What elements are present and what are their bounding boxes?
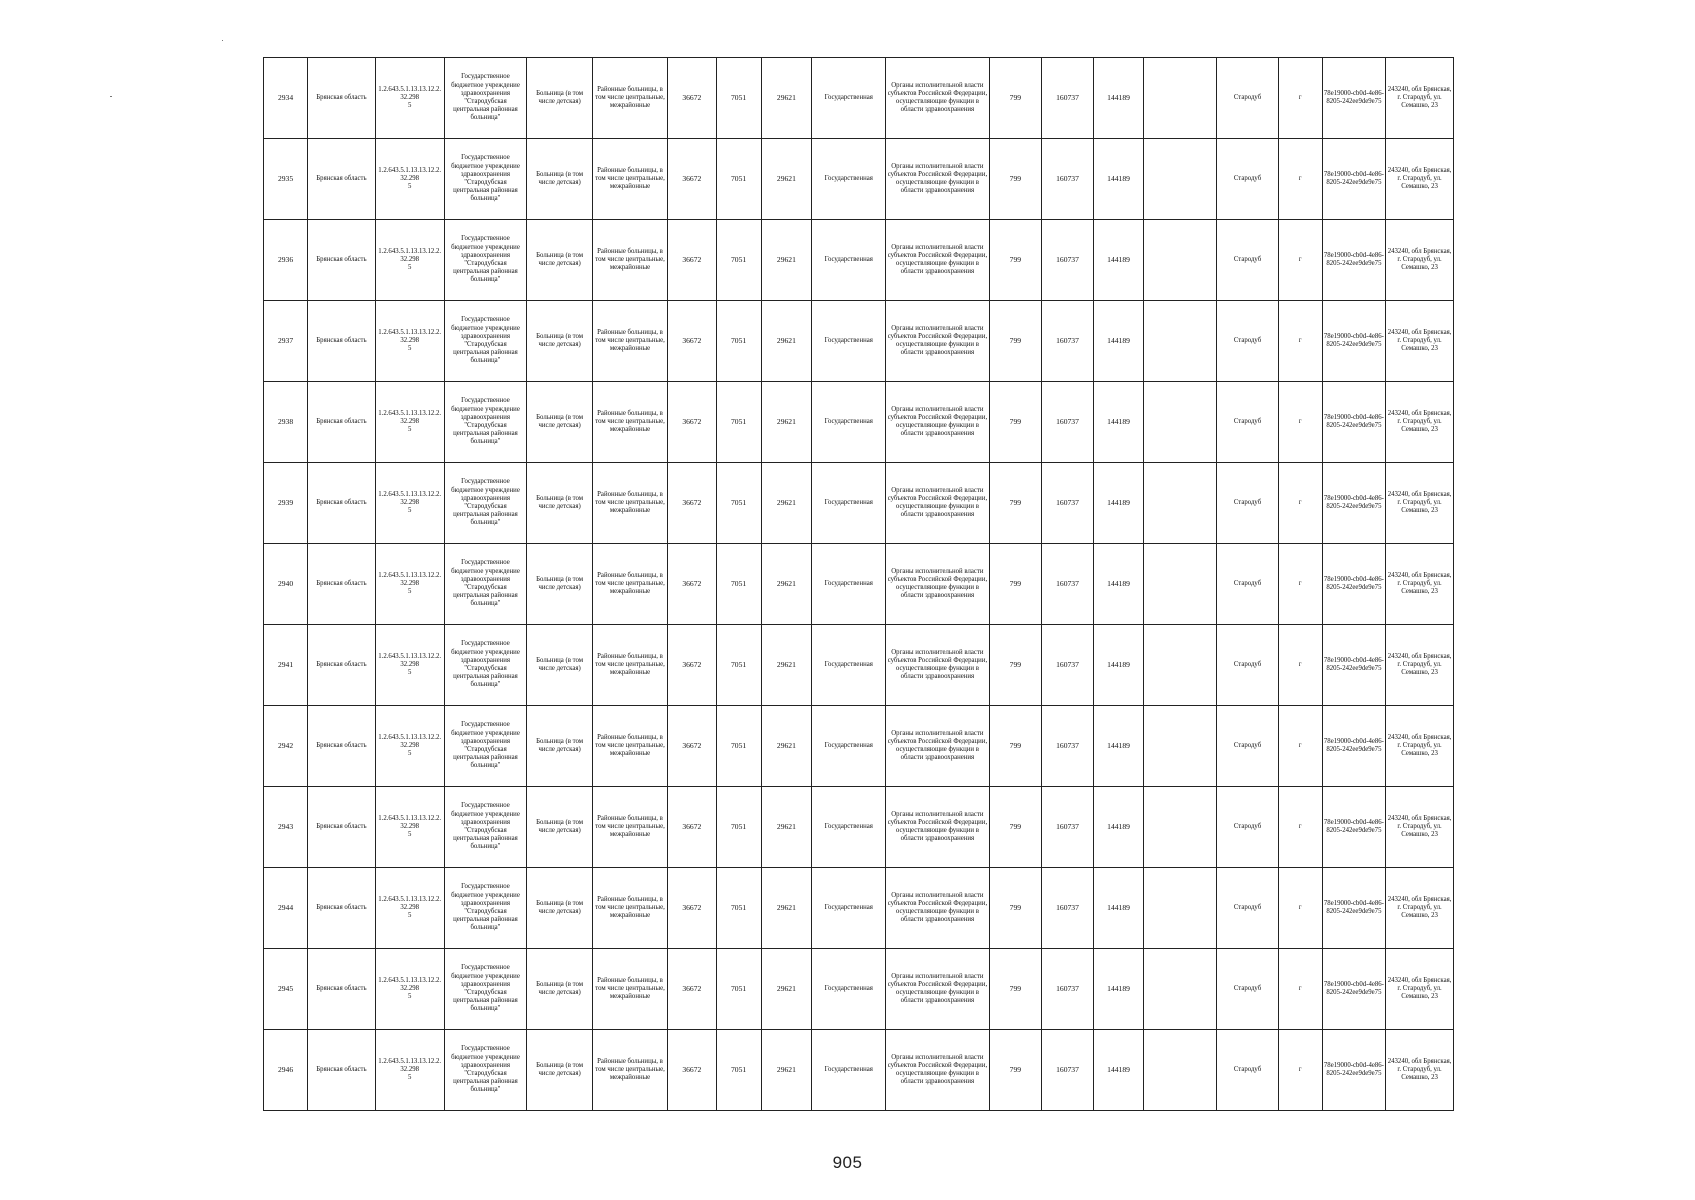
cell-value-1: 36672 (668, 463, 716, 544)
scan-speck (222, 40, 223, 41)
cell-value-4: 799 (989, 868, 1042, 949)
table-row (264, 382, 1454, 463)
cell-value-4: 799 (989, 58, 1042, 139)
cell-org-name: Государственное бюджетное учреждение здравоохранения "Стародубская центральная районная больница" (444, 625, 527, 706)
cell-value-3: 29621 (761, 787, 812, 868)
cell-authority: Органы исполнительной власти субъектов Российской Федерации, осуществляющие функции в области здравоохранения (886, 220, 989, 301)
cell-settlement-type: г (1278, 787, 1322, 868)
cell-ownership: Государственная (812, 625, 886, 706)
table-row (264, 868, 1454, 949)
cell-empty (1144, 544, 1217, 625)
cell-value-5: 160737 (1042, 706, 1094, 787)
cell-org-type: Больница (в том числе детская) (527, 949, 593, 1030)
cell-value-6: 144189 (1093, 787, 1144, 868)
table-row (264, 1030, 1454, 1111)
cell-org-name: Государственное бюджетное учреждение здравоохранения "Стародубская центральная районная больница" (444, 463, 527, 544)
cell-org-code: 1.2.643.5.1.13.13.12.2.32.298 5 (375, 625, 444, 706)
cell-org-code: 1.2.643.5.1.13.13.12.2.32.298 5 (375, 787, 444, 868)
cell-org-name: Государственное бюджетное учреждение здравоохранения "Стародубская центральная районная больница" (444, 220, 527, 301)
cell-address: 243240, обл Брянская, г. Стародуб, ул. Семашко, 23 (1386, 1030, 1454, 1111)
cell-value-6: 144189 (1093, 463, 1144, 544)
cell-org-code: 1.2.643.5.1.13.13.12.2.32.298 5 (375, 544, 444, 625)
table-row (264, 625, 1454, 706)
cell-value-4: 799 (989, 544, 1042, 625)
cell-row-number: 2941 (264, 625, 308, 706)
cell-empty (1144, 706, 1217, 787)
cell-value-4: 799 (989, 625, 1042, 706)
scan-speck (110, 96, 112, 97)
cell-address: 243240, обл Брянская, г. Стародуб, ул. Семашко, 23 (1386, 139, 1454, 220)
cell-settlement-type: г (1278, 949, 1322, 1030)
cell-city: Стародуб (1217, 58, 1278, 139)
cell-address: 243240, обл Брянская, г. Стародуб, ул. Семашко, 23 (1386, 949, 1454, 1030)
cell-address: 243240, обл Брянская, г. Стародуб, ул. Семашко, 23 (1386, 301, 1454, 382)
cell-org-code: 1.2.643.5.1.13.13.12.2.32.298 5 (375, 58, 444, 139)
cell-empty (1144, 139, 1217, 220)
cell-value-3: 29621 (761, 58, 812, 139)
cell-org-subtype: Районные больницы, в том числе центральные, межрайонные (592, 382, 667, 463)
cell-city: Стародуб (1217, 868, 1278, 949)
cell-authority: Органы исполнительной власти субъектов Российской Федерации, осуществляющие функции в области здравоохранения (886, 949, 989, 1030)
cell-authority: Органы исполнительной власти субъектов Российской Федерации, осуществляющие функции в области здравоохранения (886, 787, 989, 868)
cell-row-number: 2939 (264, 463, 308, 544)
cell-value-3: 29621 (761, 1030, 812, 1111)
table-row (264, 301, 1454, 382)
cell-value-6: 144189 (1093, 706, 1144, 787)
cell-org-type: Больница (в том числе детская) (527, 58, 593, 139)
cell-org-code: 1.2.643.5.1.13.13.12.2.32.298 5 (375, 220, 444, 301)
cell-settlement-type: г (1278, 220, 1322, 301)
cell-authority: Органы исполнительной власти субъектов Российской Федерации, осуществляющие функции в области здравоохранения (886, 1030, 989, 1111)
cell-org-name: Государственное бюджетное учреждение здравоохранения "Стародубская центральная районная больница" (444, 139, 527, 220)
cell-value-1: 36672 (668, 544, 716, 625)
cell-org-type: Больница (в том числе детская) (527, 787, 593, 868)
cell-value-6: 144189 (1093, 301, 1144, 382)
cell-guid: 78e19000-cb0d-4e86-8205-242ee9de9e75 (1322, 463, 1385, 544)
cell-settlement-type: г (1278, 544, 1322, 625)
cell-org-code: 1.2.643.5.1.13.13.12.2.32.298 5 (375, 706, 444, 787)
table-row (264, 463, 1454, 544)
cell-city: Стародуб (1217, 544, 1278, 625)
cell-region: Брянская область (308, 139, 376, 220)
cell-value-6: 144189 (1093, 382, 1144, 463)
cell-value-5: 160737 (1042, 868, 1094, 949)
cell-city: Стародуб (1217, 463, 1278, 544)
cell-ownership: Государственная (812, 139, 886, 220)
cell-region: Брянская область (308, 382, 376, 463)
cell-row-number: 2946 (264, 1030, 308, 1111)
cell-authority: Органы исполнительной власти субъектов Российской Федерации, осуществляющие функции в области здравоохранения (886, 463, 989, 544)
cell-value-2: 7051 (716, 787, 761, 868)
cell-org-type: Больница (в том числе детская) (527, 220, 593, 301)
cell-value-2: 7051 (716, 139, 761, 220)
cell-region: Брянская область (308, 544, 376, 625)
cell-address: 243240, обл Брянская, г. Стародуб, ул. Семашко, 23 (1386, 58, 1454, 139)
cell-org-code: 1.2.643.5.1.13.13.12.2.32.298 5 (375, 949, 444, 1030)
cell-ownership: Государственная (812, 463, 886, 544)
cell-settlement-type: г (1278, 58, 1322, 139)
cell-settlement-type: г (1278, 463, 1322, 544)
cell-row-number: 2936 (264, 220, 308, 301)
cell-value-3: 29621 (761, 544, 812, 625)
cell-value-2: 7051 (716, 220, 761, 301)
cell-settlement-type: г (1278, 139, 1322, 220)
cell-org-code: 1.2.643.5.1.13.13.12.2.32.298 5 (375, 301, 444, 382)
cell-settlement-type: г (1278, 382, 1322, 463)
cell-value-6: 144189 (1093, 220, 1144, 301)
cell-value-4: 799 (989, 1030, 1042, 1111)
records-table (263, 57, 1454, 1111)
cell-org-type: Больница (в том числе детская) (527, 382, 593, 463)
cell-city: Стародуб (1217, 139, 1278, 220)
cell-ownership: Государственная (812, 58, 886, 139)
cell-org-name: Государственное бюджетное учреждение здравоохранения "Стародубская центральная районная больница" (444, 706, 527, 787)
cell-value-1: 36672 (668, 787, 716, 868)
table-row (264, 787, 1454, 868)
cell-value-5: 160737 (1042, 1030, 1094, 1111)
cell-org-type: Больница (в том числе детская) (527, 463, 593, 544)
cell-org-name: Государственное бюджетное учреждение здравоохранения "Стародубская центральная районная больница" (444, 949, 527, 1030)
cell-value-6: 144189 (1093, 949, 1144, 1030)
cell-guid: 78e19000-cb0d-4e86-8205-242ee9de9e75 (1322, 949, 1385, 1030)
cell-org-subtype: Районные больницы, в том числе центральные, межрайонные (592, 220, 667, 301)
cell-region: Брянская область (308, 787, 376, 868)
cell-value-2: 7051 (716, 463, 761, 544)
cell-value-1: 36672 (668, 139, 716, 220)
cell-value-1: 36672 (668, 868, 716, 949)
cell-value-4: 799 (989, 301, 1042, 382)
cell-guid: 78e19000-cb0d-4e86-8205-242ee9de9e75 (1322, 58, 1385, 139)
cell-guid: 78e19000-cb0d-4e86-8205-242ee9de9e75 (1322, 706, 1385, 787)
cell-value-1: 36672 (668, 706, 716, 787)
cell-empty (1144, 625, 1217, 706)
cell-org-subtype: Районные больницы, в том числе центральные, межрайонные (592, 868, 667, 949)
cell-authority: Органы исполнительной власти субъектов Российской Федерации, осуществляющие функции в области здравоохранения (886, 706, 989, 787)
cell-org-type: Больница (в том числе детская) (527, 1030, 593, 1111)
cell-ownership: Государственная (812, 220, 886, 301)
cell-guid: 78e19000-cb0d-4e86-8205-242ee9de9e75 (1322, 382, 1385, 463)
cell-region: Брянская область (308, 463, 376, 544)
cell-authority: Органы исполнительной власти субъектов Российской Федерации, осуществляющие функции в области здравоохранения (886, 301, 989, 382)
cell-region: Брянская область (308, 706, 376, 787)
cell-authority: Органы исполнительной власти субъектов Российской Федерации, осуществляющие функции в области здравоохранения (886, 868, 989, 949)
cell-org-type: Больница (в том числе детская) (527, 139, 593, 220)
cell-address: 243240, обл Брянская, г. Стародуб, ул. Семашко, 23 (1386, 868, 1454, 949)
cell-empty (1144, 301, 1217, 382)
cell-org-name: Государственное бюджетное учреждение здравоохранения "Стародубская центральная районная больница" (444, 382, 527, 463)
cell-value-3: 29621 (761, 706, 812, 787)
cell-value-6: 144189 (1093, 1030, 1144, 1111)
table-body (264, 58, 1454, 1111)
cell-value-3: 29621 (761, 949, 812, 1030)
cell-empty (1144, 220, 1217, 301)
cell-value-1: 36672 (668, 949, 716, 1030)
cell-settlement-type: г (1278, 706, 1322, 787)
cell-empty (1144, 868, 1217, 949)
cell-city: Стародуб (1217, 1030, 1278, 1111)
cell-city: Стародуб (1217, 787, 1278, 868)
cell-value-1: 36672 (668, 382, 716, 463)
cell-value-3: 29621 (761, 463, 812, 544)
cell-ownership: Государственная (812, 787, 886, 868)
cell-value-2: 7051 (716, 58, 761, 139)
cell-org-type: Больница (в том числе детская) (527, 301, 593, 382)
cell-value-4: 799 (989, 139, 1042, 220)
cell-address: 243240, обл Брянская, г. Стародуб, ул. Семашко, 23 (1386, 220, 1454, 301)
cell-value-3: 29621 (761, 139, 812, 220)
cell-region: Брянская область (308, 220, 376, 301)
page-number: 905 (832, 1153, 863, 1172)
cell-ownership: Государственная (812, 868, 886, 949)
cell-row-number: 2942 (264, 706, 308, 787)
cell-ownership: Государственная (812, 706, 886, 787)
cell-city: Стародуб (1217, 625, 1278, 706)
cell-address: 243240, обл Брянская, г. Стародуб, ул. Семашко, 23 (1386, 544, 1454, 625)
cell-value-5: 160737 (1042, 949, 1094, 1030)
cell-org-code: 1.2.643.5.1.13.13.12.2.32.298 5 (375, 382, 444, 463)
cell-ownership: Государственная (812, 1030, 886, 1111)
cell-value-6: 144189 (1093, 544, 1144, 625)
cell-value-4: 799 (989, 706, 1042, 787)
cell-value-2: 7051 (716, 949, 761, 1030)
cell-org-type: Больница (в том числе детская) (527, 706, 593, 787)
table-row (264, 220, 1454, 301)
cell-guid: 78e19000-cb0d-4e86-8205-242ee9de9e75 (1322, 1030, 1385, 1111)
cell-org-subtype: Районные больницы, в том числе центральные, межрайонные (592, 139, 667, 220)
cell-region: Брянская область (308, 949, 376, 1030)
cell-address: 243240, обл Брянская, г. Стародуб, ул. Семашко, 23 (1386, 787, 1454, 868)
cell-value-3: 29621 (761, 301, 812, 382)
cell-value-1: 36672 (668, 301, 716, 382)
cell-value-5: 160737 (1042, 544, 1094, 625)
cell-org-type: Больница (в том числе детская) (527, 625, 593, 706)
cell-authority: Органы исполнительной власти субъектов Российской Федерации, осуществляющие функции в области здравоохранения (886, 625, 989, 706)
cell-address: 243240, обл Брянская, г. Стародуб, ул. Семашко, 23 (1386, 706, 1454, 787)
cell-ownership: Государственная (812, 382, 886, 463)
cell-value-5: 160737 (1042, 787, 1094, 868)
cell-guid: 78e19000-cb0d-4e86-8205-242ee9de9e75 (1322, 625, 1385, 706)
cell-org-name: Государственное бюджетное учреждение здравоохранения "Стародубская центральная районная больница" (444, 58, 527, 139)
cell-value-6: 144189 (1093, 58, 1144, 139)
cell-row-number: 2937 (264, 301, 308, 382)
cell-value-4: 799 (989, 463, 1042, 544)
cell-value-3: 29621 (761, 382, 812, 463)
cell-org-subtype: Районные больницы, в том числе центральные, межрайонные (592, 463, 667, 544)
cell-value-2: 7051 (716, 1030, 761, 1111)
cell-ownership: Государственная (812, 949, 886, 1030)
cell-value-2: 7051 (716, 382, 761, 463)
cell-address: 243240, обл Брянская, г. Стародуб, ул. Семашко, 23 (1386, 382, 1454, 463)
cell-settlement-type: г (1278, 1030, 1322, 1111)
cell-org-subtype: Районные больницы, в том числе центральные, межрайонные (592, 787, 667, 868)
cell-org-subtype: Районные больницы, в том числе центральные, межрайонные (592, 949, 667, 1030)
cell-settlement-type: г (1278, 868, 1322, 949)
cell-value-4: 799 (989, 382, 1042, 463)
cell-value-5: 160737 (1042, 139, 1094, 220)
cell-value-2: 7051 (716, 868, 761, 949)
cell-org-code: 1.2.643.5.1.13.13.12.2.32.298 5 (375, 463, 444, 544)
cell-value-5: 160737 (1042, 382, 1094, 463)
table-row (264, 949, 1454, 1030)
cell-value-5: 160737 (1042, 625, 1094, 706)
cell-org-code: 1.2.643.5.1.13.13.12.2.32.298 5 (375, 1030, 444, 1111)
cell-org-subtype: Районные больницы, в том числе центральные, межрайонные (592, 58, 667, 139)
cell-org-name: Государственное бюджетное учреждение здравоохранения "Стародубская центральная районная больница" (444, 787, 527, 868)
cell-value-2: 7051 (716, 625, 761, 706)
cell-authority: Органы исполнительной власти субъектов Российской Федерации, осуществляющие функции в области здравоохранения (886, 544, 989, 625)
cell-authority: Органы исполнительной власти субъектов Российской Федерации, осуществляющие функции в области здравоохранения (886, 139, 989, 220)
cell-value-6: 144189 (1093, 139, 1144, 220)
cell-ownership: Государственная (812, 544, 886, 625)
cell-row-number: 2938 (264, 382, 308, 463)
cell-row-number: 2944 (264, 868, 308, 949)
cell-org-type: Больница (в том числе детская) (527, 544, 593, 625)
cell-org-name: Государственное бюджетное учреждение здравоохранения "Стародубская центральная районная больница" (444, 868, 527, 949)
cell-value-1: 36672 (668, 1030, 716, 1111)
cell-org-name: Государственное бюджетное учреждение здравоохранения "Стародубская центральная районная больница" (444, 1030, 527, 1111)
cell-empty (1144, 787, 1217, 868)
cell-address: 243240, обл Брянская, г. Стародуб, ул. Семашко, 23 (1386, 463, 1454, 544)
cell-settlement-type: г (1278, 301, 1322, 382)
cell-value-6: 144189 (1093, 868, 1144, 949)
cell-empty (1144, 949, 1217, 1030)
cell-row-number: 2934 (264, 58, 308, 139)
table-row (264, 544, 1454, 625)
cell-row-number: 2943 (264, 787, 308, 868)
cell-city: Стародуб (1217, 220, 1278, 301)
cell-empty (1144, 463, 1217, 544)
table-row (264, 139, 1454, 220)
cell-guid: 78e19000-cb0d-4e86-8205-242ee9de9e75 (1322, 787, 1385, 868)
cell-org-code: 1.2.643.5.1.13.13.12.2.32.298 5 (375, 868, 444, 949)
cell-row-number: 2935 (264, 139, 308, 220)
cell-settlement-type: г (1278, 625, 1322, 706)
cell-value-5: 160737 (1042, 220, 1094, 301)
cell-region: Брянская область (308, 625, 376, 706)
cell-guid: 78e19000-cb0d-4e86-8205-242ee9de9e75 (1322, 544, 1385, 625)
cell-value-1: 36672 (668, 58, 716, 139)
cell-city: Стародуб (1217, 706, 1278, 787)
cell-region: Брянская область (308, 301, 376, 382)
cell-ownership: Государственная (812, 301, 886, 382)
cell-row-number: 2945 (264, 949, 308, 1030)
cell-row-number: 2940 (264, 544, 308, 625)
cell-guid: 78e19000-cb0d-4e86-8205-242ee9de9e75 (1322, 139, 1385, 220)
cell-authority: Органы исполнительной власти субъектов Российской Федерации, осуществляющие функции в области здравоохранения (886, 382, 989, 463)
table-row (264, 58, 1454, 139)
cell-org-name: Государственное бюджетное учреждение здравоохранения "Стародубская центральная районная больница" (444, 301, 527, 382)
cell-region: Брянская область (308, 58, 376, 139)
cell-value-2: 7051 (716, 544, 761, 625)
cell-value-4: 799 (989, 949, 1042, 1030)
cell-org-subtype: Районные больницы, в том числе центральные, межрайонные (592, 625, 667, 706)
cell-empty (1144, 1030, 1217, 1111)
cell-city: Стародуб (1217, 949, 1278, 1030)
cell-value-5: 160737 (1042, 301, 1094, 382)
cell-value-5: 160737 (1042, 463, 1094, 544)
cell-value-4: 799 (989, 787, 1042, 868)
cell-value-1: 36672 (668, 220, 716, 301)
cell-value-5: 160737 (1042, 58, 1094, 139)
cell-value-2: 7051 (716, 301, 761, 382)
cell-city: Стародуб (1217, 382, 1278, 463)
cell-value-3: 29621 (761, 868, 812, 949)
cell-org-name: Государственное бюджетное учреждение здравоохранения "Стародубская центральная районная больница" (444, 544, 527, 625)
cell-org-subtype: Районные больницы, в том числе центральные, межрайонные (592, 1030, 667, 1111)
cell-org-type: Больница (в том числе детская) (527, 868, 593, 949)
cell-value-3: 29621 (761, 625, 812, 706)
cell-region: Брянская область (308, 1030, 376, 1111)
cell-empty (1144, 382, 1217, 463)
cell-org-subtype: Районные больницы, в том числе центральные, межрайонные (592, 706, 667, 787)
cell-authority: Органы исполнительной власти субъектов Российской Федерации, осуществляющие функции в области здравоохранения (886, 58, 989, 139)
cell-value-6: 144189 (1093, 625, 1144, 706)
cell-guid: 78e19000-cb0d-4e86-8205-242ee9de9e75 (1322, 301, 1385, 382)
cell-org-code: 1.2.643.5.1.13.13.12.2.32.298 5 (375, 139, 444, 220)
cell-guid: 78e19000-cb0d-4e86-8205-242ee9de9e75 (1322, 220, 1385, 301)
cell-guid: 78e19000-cb0d-4e86-8205-242ee9de9e75 (1322, 868, 1385, 949)
cell-city: Стародуб (1217, 301, 1278, 382)
cell-address: 243240, обл Брянская, г. Стародуб, ул. Семашко, 23 (1386, 625, 1454, 706)
cell-value-3: 29621 (761, 220, 812, 301)
cell-value-2: 7051 (716, 706, 761, 787)
cell-org-subtype: Районные больницы, в том числе центральные, межрайонные (592, 301, 667, 382)
cell-region: Брянская область (308, 868, 376, 949)
cell-empty (1144, 58, 1217, 139)
table-row (264, 706, 1454, 787)
cell-value-4: 799 (989, 220, 1042, 301)
cell-org-subtype: Районные больницы, в том числе центральные, межрайонные (592, 544, 667, 625)
cell-value-1: 36672 (668, 625, 716, 706)
